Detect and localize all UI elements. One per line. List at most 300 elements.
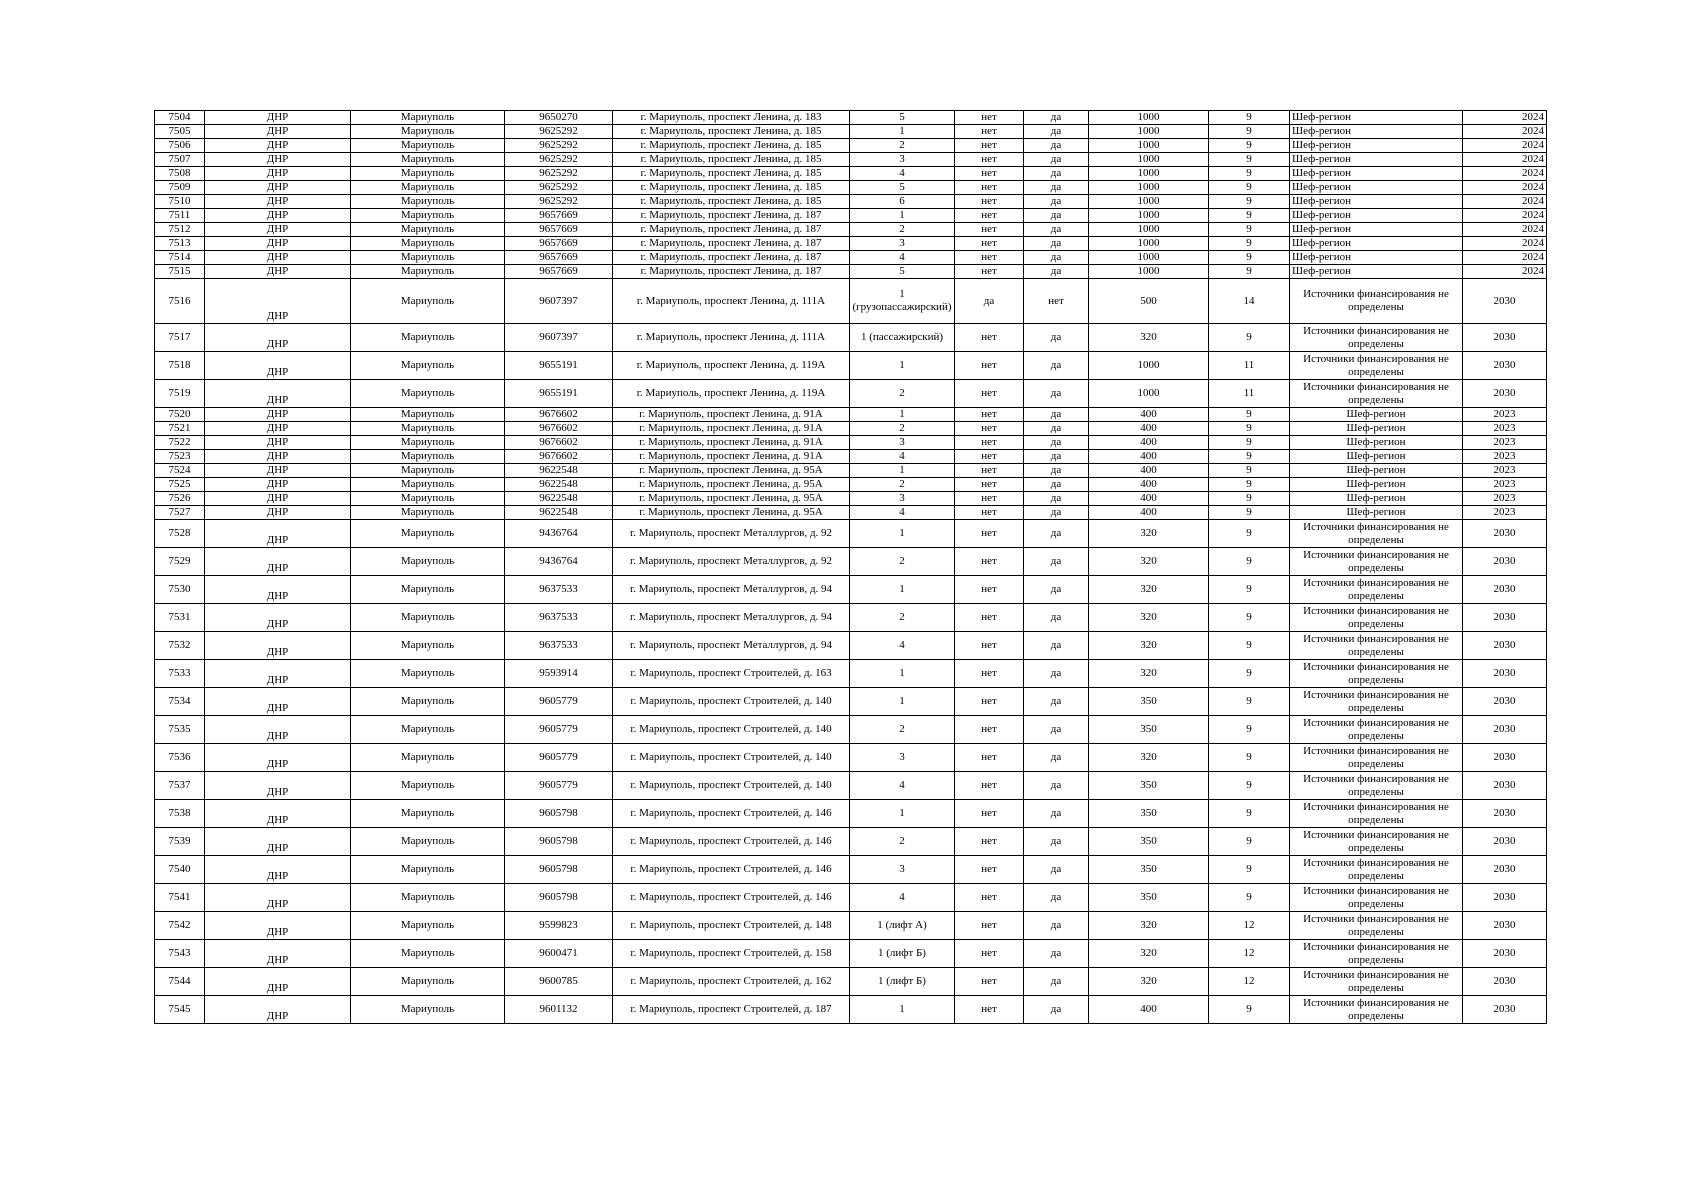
building-code-cell: 9637533 <box>505 632 613 660</box>
region-cell: ДНР <box>205 520 351 548</box>
floors-cell: 9 <box>1209 478 1290 492</box>
flag-cell-1: нет <box>955 604 1024 632</box>
region-cell: ДНР <box>205 660 351 688</box>
building-code-cell: 9657669 <box>505 209 613 223</box>
capacity-cell: 500 <box>1089 279 1209 324</box>
floors-cell: 9 <box>1209 660 1290 688</box>
building-code-cell: 9605798 <box>505 800 613 828</box>
table-row <box>155 125 1547 139</box>
lift-number-cell: 1 <box>850 800 955 828</box>
flag-cell-2: да <box>1024 996 1089 1024</box>
capacity-cell: 400 <box>1089 436 1209 450</box>
funding-source-cell: Шеф-регион <box>1290 422 1463 436</box>
region-cell: ДНР <box>205 744 351 772</box>
row-number: 7509 <box>155 181 205 195</box>
row-number: 7531 <box>155 604 205 632</box>
city-cell: Мариуполь <box>351 209 505 223</box>
city-cell: Мариуполь <box>351 464 505 478</box>
building-code-cell: 9622548 <box>505 464 613 478</box>
capacity-cell: 320 <box>1089 744 1209 772</box>
funding-source-cell: Источники финансирования не определены <box>1290 744 1463 772</box>
flag-cell-1: нет <box>955 912 1024 940</box>
region-cell: ДНР <box>205 422 351 436</box>
table-row <box>155 139 1547 153</box>
year-cell: 2024 <box>1463 265 1547 279</box>
flag-cell-2: да <box>1024 436 1089 450</box>
lift-number-cell: 1 (лифт Б) <box>850 940 955 968</box>
region-cell: ДНР <box>205 912 351 940</box>
table-row <box>155 167 1547 181</box>
table-row <box>155 223 1547 237</box>
floors-cell: 9 <box>1209 111 1290 125</box>
capacity-cell: 350 <box>1089 856 1209 884</box>
region-cell: ДНР <box>205 968 351 996</box>
row-number: 7528 <box>155 520 205 548</box>
floors-cell: 12 <box>1209 940 1290 968</box>
flag-cell-1: нет <box>955 506 1024 520</box>
table-row <box>155 237 1547 251</box>
region-cell: ДНР <box>205 195 351 209</box>
flag-cell-1: нет <box>955 436 1024 450</box>
lift-number-cell: 5 <box>850 111 955 125</box>
funding-source-cell: Шеф-регион <box>1290 251 1463 265</box>
city-cell: Мариуполь <box>351 450 505 464</box>
row-number: 7536 <box>155 744 205 772</box>
lift-number-cell: 3 <box>850 492 955 506</box>
building-code-cell: 9650270 <box>505 111 613 125</box>
flag-cell-2: да <box>1024 153 1089 167</box>
flag-cell-2: да <box>1024 111 1089 125</box>
table-row <box>155 506 1547 520</box>
row-number: 7505 <box>155 125 205 139</box>
capacity-cell: 400 <box>1089 506 1209 520</box>
floors-cell: 9 <box>1209 772 1290 800</box>
floors-cell: 9 <box>1209 506 1290 520</box>
building-code-cell: 9676602 <box>505 408 613 422</box>
row-number: 7543 <box>155 940 205 968</box>
region-cell: ДНР <box>205 167 351 181</box>
funding-source-cell: Шеф-регион <box>1290 464 1463 478</box>
region-cell: ДНР <box>205 478 351 492</box>
row-number: 7540 <box>155 856 205 884</box>
lift-number-cell: 4 <box>850 167 955 181</box>
funding-source-cell: Шеф-регион <box>1290 195 1463 209</box>
capacity-cell: 320 <box>1089 660 1209 688</box>
floors-cell: 9 <box>1209 436 1290 450</box>
year-cell: 2024 <box>1463 111 1547 125</box>
address-cell: г. Мариуполь, проспект Ленина, д. 187 <box>613 251 850 265</box>
city-cell: Мариуполь <box>351 688 505 716</box>
flag-cell-2: да <box>1024 800 1089 828</box>
city-cell: Мариуполь <box>351 772 505 800</box>
year-cell: 2030 <box>1463 352 1547 380</box>
address-cell: г. Мариуполь, проспект Строителей, д. 140 <box>613 688 850 716</box>
flag-cell-2: да <box>1024 167 1089 181</box>
row-number: 7520 <box>155 408 205 422</box>
flag-cell-2: да <box>1024 139 1089 153</box>
table-row <box>155 251 1547 265</box>
lift-number-cell: 3 <box>850 237 955 251</box>
flag-cell-2: да <box>1024 744 1089 772</box>
funding-source-cell: Источники финансирования не определены <box>1290 352 1463 380</box>
building-code-cell: 9622548 <box>505 478 613 492</box>
funding-source-cell: Источники финансирования не определены <box>1290 828 1463 856</box>
floors-cell: 9 <box>1209 464 1290 478</box>
row-number: 7542 <box>155 912 205 940</box>
table-row <box>155 408 1547 422</box>
address-cell: г. Мариуполь, проспект Ленина, д. 185 <box>613 125 850 139</box>
capacity-cell: 1000 <box>1089 251 1209 265</box>
city-cell: Мариуполь <box>351 111 505 125</box>
lift-number-cell: 1 <box>850 209 955 223</box>
city-cell: Мариуполь <box>351 632 505 660</box>
year-cell: 2030 <box>1463 576 1547 604</box>
year-cell: 2030 <box>1463 940 1547 968</box>
city-cell: Мариуполь <box>351 548 505 576</box>
row-number: 7507 <box>155 153 205 167</box>
funding-source-cell: Источники финансирования не определены <box>1290 800 1463 828</box>
floors-cell: 9 <box>1209 688 1290 716</box>
address-cell: г. Мариуполь, проспект Ленина, д. 111А <box>613 324 850 352</box>
address-cell: г. Мариуполь, проспект Строителей, д. 146 <box>613 884 850 912</box>
year-cell: 2030 <box>1463 632 1547 660</box>
city-cell: Мариуполь <box>351 968 505 996</box>
table-row <box>155 856 1547 884</box>
flag-cell-2: да <box>1024 125 1089 139</box>
city-cell: Мариуполь <box>351 800 505 828</box>
building-code-cell: 9605798 <box>505 856 613 884</box>
row-number: 7527 <box>155 506 205 520</box>
flag-cell-1: нет <box>955 111 1024 125</box>
flag-cell-1: нет <box>955 940 1024 968</box>
row-number: 7538 <box>155 800 205 828</box>
city-cell: Мариуполь <box>351 251 505 265</box>
region-cell: ДНР <box>205 265 351 279</box>
floors-cell: 9 <box>1209 139 1290 153</box>
year-cell: 2030 <box>1463 380 1547 408</box>
lift-number-cell: 1 (пассажирский) <box>850 324 955 352</box>
floors-cell: 9 <box>1209 548 1290 576</box>
address-cell: г. Мариуполь, проспект Строителей, д. 146 <box>613 856 850 884</box>
funding-source-cell: Источники финансирования не определены <box>1290 856 1463 884</box>
region-cell: ДНР <box>205 772 351 800</box>
year-cell: 2024 <box>1463 237 1547 251</box>
table-row <box>155 324 1547 352</box>
city-cell: Мариуполь <box>351 181 505 195</box>
capacity-cell: 350 <box>1089 688 1209 716</box>
row-number: 7508 <box>155 167 205 181</box>
table-row <box>155 464 1547 478</box>
building-code-cell: 9605798 <box>505 884 613 912</box>
year-cell: 2030 <box>1463 324 1547 352</box>
city-cell: Мариуполь <box>351 660 505 688</box>
flag-cell-1: нет <box>955 422 1024 436</box>
lift-number-cell: 5 <box>850 181 955 195</box>
city-cell: Мариуполь <box>351 223 505 237</box>
table-row <box>155 968 1547 996</box>
address-cell: г. Мариуполь, проспект Ленина, д. 91А <box>613 408 850 422</box>
year-cell: 2023 <box>1463 506 1547 520</box>
table-row <box>155 450 1547 464</box>
year-cell: 2030 <box>1463 604 1547 632</box>
city-cell: Мариуполь <box>351 139 505 153</box>
lift-number-cell: 2 <box>850 716 955 744</box>
lift-number-cell: 2 <box>850 828 955 856</box>
flag-cell-1: нет <box>955 181 1024 195</box>
row-number: 7524 <box>155 464 205 478</box>
funding-source-cell: Шеф-регион <box>1290 209 1463 223</box>
city-cell: Мариуполь <box>351 380 505 408</box>
flag-cell-1: нет <box>955 800 1024 828</box>
flag-cell-1: нет <box>955 884 1024 912</box>
funding-source-cell: Шеф-регион <box>1290 450 1463 464</box>
capacity-cell: 1000 <box>1089 139 1209 153</box>
lift-number-cell: 3 <box>850 153 955 167</box>
region-cell: ДНР <box>205 856 351 884</box>
row-number: 7510 <box>155 195 205 209</box>
city-cell: Мариуполь <box>351 167 505 181</box>
building-code-cell: 9625292 <box>505 167 613 181</box>
city-cell: Мариуполь <box>351 716 505 744</box>
capacity-cell: 1000 <box>1089 125 1209 139</box>
flag-cell-2: да <box>1024 324 1089 352</box>
floors-cell: 9 <box>1209 996 1290 1024</box>
address-cell: г. Мариуполь, проспект Строителей, д. 158 <box>613 940 850 968</box>
city-cell: Мариуполь <box>351 604 505 632</box>
floors-cell: 9 <box>1209 450 1290 464</box>
lift-number-cell: 4 <box>850 251 955 265</box>
address-cell: г. Мариуполь, проспект Ленина, д. 185 <box>613 153 850 167</box>
flag-cell-2: да <box>1024 352 1089 380</box>
floors-cell: 9 <box>1209 576 1290 604</box>
row-number: 7518 <box>155 352 205 380</box>
flag-cell-2: да <box>1024 940 1089 968</box>
flag-cell-2: да <box>1024 251 1089 265</box>
city-cell: Мариуполь <box>351 828 505 856</box>
capacity-cell: 400 <box>1089 464 1209 478</box>
building-code-cell: 9637533 <box>505 576 613 604</box>
floors-cell: 9 <box>1209 856 1290 884</box>
lift-number-cell: 1 (лифт Б) <box>850 968 955 996</box>
funding-source-cell: Шеф-регион <box>1290 167 1463 181</box>
building-code-cell: 9600471 <box>505 940 613 968</box>
row-number: 7529 <box>155 548 205 576</box>
funding-source-cell: Источники финансирования не определены <box>1290 380 1463 408</box>
building-code-cell: 9657669 <box>505 251 613 265</box>
capacity-cell: 350 <box>1089 884 1209 912</box>
flag-cell-2: да <box>1024 464 1089 478</box>
address-cell: г. Мариуполь, проспект Ленина, д. 91А <box>613 450 850 464</box>
city-cell: Мариуполь <box>351 436 505 450</box>
city-cell: Мариуполь <box>351 279 505 324</box>
capacity-cell: 320 <box>1089 576 1209 604</box>
flag-cell-2: да <box>1024 968 1089 996</box>
table-row <box>155 884 1547 912</box>
flag-cell-2: да <box>1024 716 1089 744</box>
funding-source-cell: Источники финансирования не определены <box>1290 912 1463 940</box>
flag-cell-1: нет <box>955 478 1024 492</box>
year-cell: 2030 <box>1463 660 1547 688</box>
building-code-cell: 9655191 <box>505 380 613 408</box>
year-cell: 2030 <box>1463 548 1547 576</box>
floors-cell: 9 <box>1209 492 1290 506</box>
city-cell: Мариуполь <box>351 195 505 209</box>
address-cell: г. Мариуполь, проспект Ленина, д. 187 <box>613 223 850 237</box>
region-cell: ДНР <box>205 506 351 520</box>
lift-registry-table <box>154 110 1547 1024</box>
flag-cell-2: да <box>1024 660 1089 688</box>
address-cell: г. Мариуполь, проспект Ленина, д. 95А <box>613 506 850 520</box>
funding-source-cell: Источники финансирования не определены <box>1290 520 1463 548</box>
region-cell: ДНР <box>205 223 351 237</box>
region-cell: ДНР <box>205 716 351 744</box>
address-cell: г. Мариуполь, проспект Ленина, д. 183 <box>613 111 850 125</box>
table-row <box>155 195 1547 209</box>
funding-source-cell: Источники финансирования не определены <box>1290 279 1463 324</box>
capacity-cell: 1000 <box>1089 352 1209 380</box>
floors-cell: 9 <box>1209 324 1290 352</box>
lift-number-cell: 1 <box>850 576 955 604</box>
funding-source-cell: Шеф-регион <box>1290 111 1463 125</box>
year-cell: 2024 <box>1463 125 1547 139</box>
region-cell: ДНР <box>205 408 351 422</box>
flag-cell-1: нет <box>955 520 1024 548</box>
funding-source-cell: Шеф-регион <box>1290 408 1463 422</box>
capacity-cell: 400 <box>1089 478 1209 492</box>
address-cell: г. Мариуполь, проспект Строителей, д. 162 <box>613 968 850 996</box>
year-cell: 2023 <box>1463 408 1547 422</box>
table-row <box>155 940 1547 968</box>
address-cell: г. Мариуполь, проспект Ленина, д. 119А <box>613 380 850 408</box>
funding-source-cell: Источники финансирования не определены <box>1290 884 1463 912</box>
flag-cell-1: нет <box>955 139 1024 153</box>
floors-cell: 9 <box>1209 195 1290 209</box>
address-cell: г. Мариуполь, проспект Металлургов, д. 92 <box>613 520 850 548</box>
floors-cell: 11 <box>1209 380 1290 408</box>
building-code-cell: 9436764 <box>505 520 613 548</box>
lift-number-cell: 4 <box>850 450 955 464</box>
row-number: 7535 <box>155 716 205 744</box>
address-cell: г. Мариуполь, проспект Строителей, д. 187 <box>613 996 850 1024</box>
building-code-cell: 9436764 <box>505 548 613 576</box>
capacity-cell: 320 <box>1089 548 1209 576</box>
building-code-cell: 9625292 <box>505 153 613 167</box>
flag-cell-1: нет <box>955 324 1024 352</box>
building-code-cell: 9600785 <box>505 968 613 996</box>
funding-source-cell: Источники финансирования не определены <box>1290 604 1463 632</box>
capacity-cell: 1000 <box>1089 195 1209 209</box>
flag-cell-2: да <box>1024 688 1089 716</box>
flag-cell-1: да <box>955 279 1024 324</box>
address-cell: г. Мариуполь, проспект Металлургов, д. 94 <box>613 632 850 660</box>
flag-cell-1: нет <box>955 548 1024 576</box>
row-number: 7512 <box>155 223 205 237</box>
city-cell: Мариуполь <box>351 940 505 968</box>
floors-cell: 11 <box>1209 352 1290 380</box>
flag-cell-1: нет <box>955 352 1024 380</box>
lift-number-cell: 1 <box>850 352 955 380</box>
region-cell: ДНР <box>205 450 351 464</box>
year-cell: 2030 <box>1463 688 1547 716</box>
row-number: 7511 <box>155 209 205 223</box>
funding-source-cell: Источники финансирования не определены <box>1290 632 1463 660</box>
funding-source-cell: Источники финансирования не определены <box>1290 660 1463 688</box>
lift-number-cell: 5 <box>850 265 955 279</box>
lift-number-cell: 3 <box>850 856 955 884</box>
flag-cell-1: нет <box>955 167 1024 181</box>
region-cell: ДНР <box>205 251 351 265</box>
lift-number-cell: 1 <box>850 408 955 422</box>
address-cell: г. Мариуполь, проспект Металлургов, д. 92 <box>613 548 850 576</box>
floors-cell: 9 <box>1209 828 1290 856</box>
address-cell: г. Мариуполь, проспект Ленина, д. 111А <box>613 279 850 324</box>
building-code-cell: 9625292 <box>505 139 613 153</box>
lift-number-cell: 1 <box>850 520 955 548</box>
funding-source-cell: Шеф-регион <box>1290 478 1463 492</box>
building-code-cell: 9657669 <box>505 223 613 237</box>
flag-cell-1: нет <box>955 195 1024 209</box>
region-cell: ДНР <box>205 209 351 223</box>
capacity-cell: 400 <box>1089 422 1209 436</box>
row-number: 7506 <box>155 139 205 153</box>
table-row <box>155 716 1547 744</box>
city-cell: Мариуполь <box>351 506 505 520</box>
building-code-cell: 9657669 <box>505 265 613 279</box>
flag-cell-1: нет <box>955 380 1024 408</box>
capacity-cell: 320 <box>1089 324 1209 352</box>
address-cell: г. Мариуполь, проспект Ленина, д. 95А <box>613 464 850 478</box>
table-row <box>155 912 1547 940</box>
table-row <box>155 265 1547 279</box>
year-cell: 2030 <box>1463 772 1547 800</box>
flag-cell-1: нет <box>955 464 1024 478</box>
floors-cell: 9 <box>1209 153 1290 167</box>
capacity-cell: 1000 <box>1089 265 1209 279</box>
building-code-cell: 9625292 <box>505 195 613 209</box>
flag-cell-1: нет <box>955 492 1024 506</box>
lift-number-cell: 1 <box>850 125 955 139</box>
floors-cell: 9 <box>1209 223 1290 237</box>
address-cell: г. Мариуполь, проспект Строителей, д. 163 <box>613 660 850 688</box>
lift-number-cell: 4 <box>850 632 955 660</box>
region-cell: ДНР <box>205 940 351 968</box>
capacity-cell: 320 <box>1089 632 1209 660</box>
lift-number-cell: 2 <box>850 478 955 492</box>
flag-cell-2: да <box>1024 209 1089 223</box>
funding-source-cell: Шеф-регион <box>1290 436 1463 450</box>
table-row <box>155 688 1547 716</box>
flag-cell-1: нет <box>955 744 1024 772</box>
lift-number-cell: 4 <box>850 506 955 520</box>
flag-cell-2: нет <box>1024 279 1089 324</box>
floors-cell: 9 <box>1209 884 1290 912</box>
flag-cell-2: да <box>1024 195 1089 209</box>
region-cell: ДНР <box>205 237 351 251</box>
capacity-cell: 350 <box>1089 772 1209 800</box>
region-cell: ДНР <box>205 996 351 1024</box>
funding-source-cell: Источники финансирования не определены <box>1290 996 1463 1024</box>
address-cell: г. Мариуполь, проспект Строителей, д. 148 <box>613 912 850 940</box>
row-number: 7533 <box>155 660 205 688</box>
table-row <box>155 492 1547 506</box>
flag-cell-1: нет <box>955 223 1024 237</box>
table-row <box>155 352 1547 380</box>
flag-cell-2: да <box>1024 772 1089 800</box>
row-number: 7541 <box>155 884 205 912</box>
building-code-cell: 9605779 <box>505 688 613 716</box>
flag-cell-1: нет <box>955 772 1024 800</box>
city-cell: Мариуполь <box>351 576 505 604</box>
